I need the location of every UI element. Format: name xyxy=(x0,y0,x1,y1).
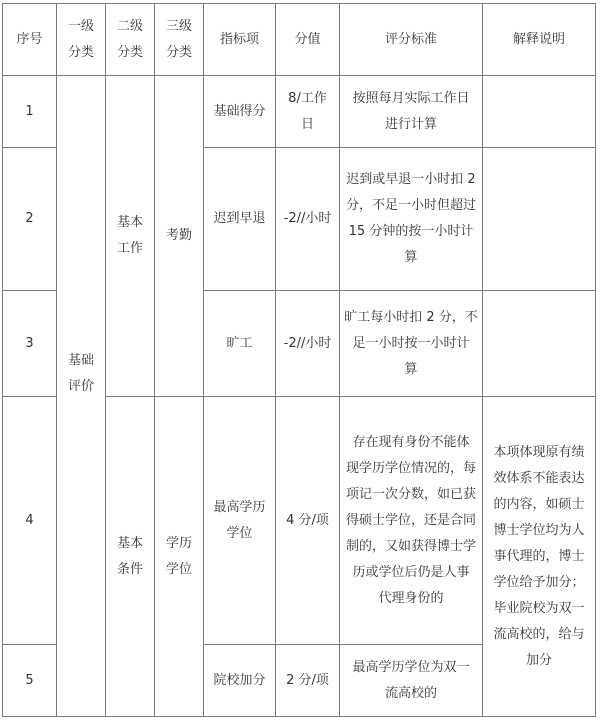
cell-merged-explanation: 本项体现原有绩 效体系不能表达 的内容，如硕士 博士学位均为人 事代理的，博士 学位给予加分； 毕业院校为双一 流高校的，给与 加分 xyxy=(483,397,596,717)
cell-score: 2 分/项 xyxy=(276,645,340,717)
cell-criteria: 按照每月实际工作日 进行计算 xyxy=(340,76,483,148)
cell-score: 4 分/项 xyxy=(276,397,340,645)
cell-indicator: 院校加分 xyxy=(204,645,276,717)
cell-indicator: 迟到早退 xyxy=(204,148,276,291)
cell-score: -2//小时 xyxy=(276,148,340,291)
cell-indicator: 基础得分 xyxy=(204,76,276,148)
cell-indicator: 最高学历 学位 xyxy=(204,397,276,645)
header-row xyxy=(3,4,596,76)
cell-criteria: 存在现有身份不能体 现学历学位情况的，每 项记一次分数，如已获 得硕士学位，还是合同 制的，又如获得博士学 历或学位后仍是人事 代理身份的 xyxy=(340,397,483,645)
header-indicator: 指标项 xyxy=(204,4,276,76)
cell-seq: 2 xyxy=(3,148,57,291)
cell-score: -2//小时 xyxy=(276,291,340,397)
cell-seq: 1 xyxy=(3,76,57,148)
cell-level3-education: 学历 学位 xyxy=(155,397,204,717)
cell-criteria: 旷工每小时扣 2 分，不 足一小时按一小时计 算 xyxy=(340,291,483,397)
cell-level2-basic-cond: 基本 条件 xyxy=(106,397,155,717)
header-criteria: 评分标准 xyxy=(340,4,483,76)
header-level2: 二级 分类 xyxy=(106,4,155,76)
header-explanation: 解释说明 xyxy=(483,4,596,76)
cell-criteria: 最高学历学位为双一 流高校的 xyxy=(340,645,483,717)
cell-level3-attendance: 考勤 xyxy=(155,76,204,397)
cell-explanation xyxy=(483,148,596,291)
cell-explanation xyxy=(483,291,596,397)
header-level3: 三级 分类 xyxy=(155,4,204,76)
header-score: 分值 xyxy=(276,4,340,76)
cell-seq: 3 xyxy=(3,291,57,397)
table-row xyxy=(3,76,596,148)
cell-level2-basic-work: 基本 工作 xyxy=(106,76,155,397)
cell-seq: 5 xyxy=(3,645,57,717)
cell-explanation xyxy=(483,76,596,148)
header-level1: 一级 分类 xyxy=(57,4,106,76)
cell-seq: 4 xyxy=(3,397,57,645)
cell-criteria: 迟到或早退一小时扣 2 分，不足一小时但超过 15 分钟的按一小时计 算 xyxy=(340,148,483,291)
evaluation-table xyxy=(2,3,596,717)
cell-score: 8/工作 日 xyxy=(276,76,340,148)
header-seq: 序号 xyxy=(3,4,57,76)
cell-level1-basic-eval: 基础 评价 xyxy=(57,76,106,717)
cell-indicator: 旷工 xyxy=(204,291,276,397)
